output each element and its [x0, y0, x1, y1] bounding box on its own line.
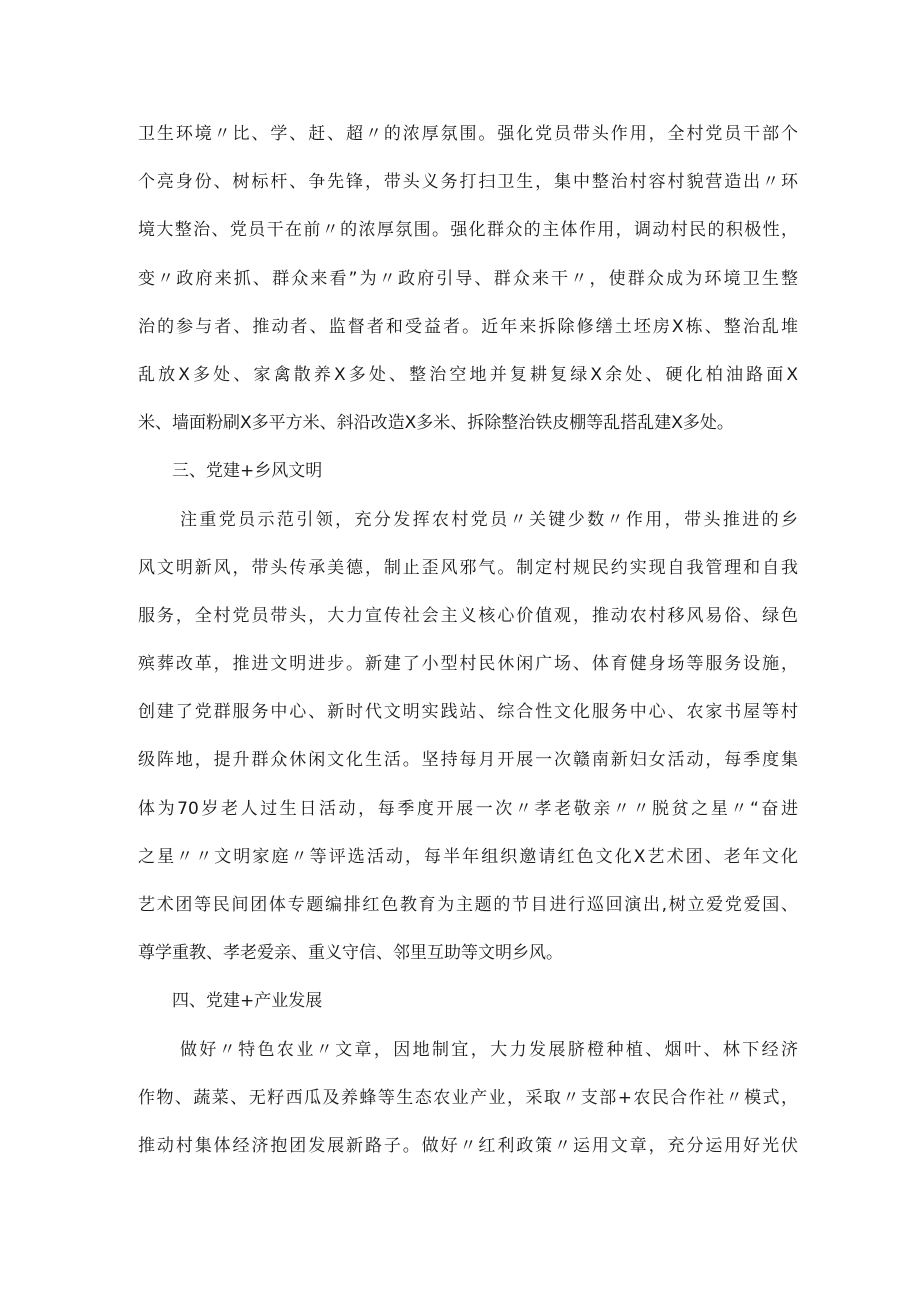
- paragraph-civility: [138, 496, 798, 978]
- text-line: 级阵地，提升群众休闲文化生活。坚持每月开展一次赣南新妇女活动，每季度集: [138, 750, 798, 771]
- text-line: 米、墙面粉刷X多平方米、斜沿改造X多米、拆除整治铁皮棚等乱搭乱建X多处。: [138, 413, 734, 434]
- section-heading-industry: [138, 977, 798, 1025]
- text-line: 推动村集体经济抱团发展新路子。做好〃红利政策〃运用文章，充分运用好光伏: [138, 1135, 798, 1156]
- text-line: 注重党员示范引领，充分发挥农村党员〃关键少数〃作用，带头推进的乡: [180, 509, 798, 530]
- text-line: 体为70岁老人过生日活动，每季度开展一次〃孝老敬亲〃〃脱贫之星〃“奋进: [138, 798, 798, 819]
- text-line: 做好〃特色农业〃文章，因地制宜，大力发展脐橙种植、烟叶、林下经济: [180, 1039, 798, 1060]
- text-line: 个亮身份、树标杆、争先锋，带头义务打扫卫生，集中整治村容村貌营造出〃环: [138, 172, 798, 193]
- text-line: 服务，全村党员带头，大力宣传社会主义核心价值观，推动农村移风易俗、绿色: [138, 605, 798, 626]
- text-line: 之星〃〃文明家庭〃等评选活动，每半年组织邀请红色文化X艺术团、老年文化: [138, 846, 798, 867]
- text-line: 尊学重教、孝老爱亲、重义守信、邻里互助等文明乡风。: [138, 943, 563, 964]
- paragraph-industry: [138, 1026, 798, 1171]
- text-line: 境大整治、党员干在前〃的浓厚氛围。强化群众的主体作用，调动村民的积极性，: [138, 220, 798, 241]
- text-line: 艺术团等民间团体专题编排红色教育为主题的节目进行巡回演出,树立爱党爱国、: [138, 895, 798, 915]
- section-heading: 三、党建+乡风文明: [172, 461, 323, 482]
- text-line: 风文明新风，带头传承美德，制止歪风邪气。制定村规民约实现自我管理和自我: [138, 557, 798, 578]
- section-heading-civility: [138, 447, 798, 495]
- text-line: 卫生环境〃比、学、赶、超〃的浓厚氛围。强化党员带头作用，全村党员干部个: [138, 124, 798, 144]
- document-body: [138, 110, 798, 1170]
- paragraph-environment: [138, 110, 798, 447]
- text-line: 治的参与者、推动者、监督者和受益者。近年来拆除修缮土坯房X栋、整治乱堆: [138, 316, 798, 337]
- text-line: 作物、蔬菜、无籽西瓜及养蜂等生态农业产业，采取〃支部+农民合作社〃模式，: [138, 1087, 798, 1108]
- text-line: 创建了党群服务中心、新时代文明实践站、综合性文化服务中心、农家书屋等村: [138, 702, 798, 723]
- text-line: 殡葬改革，推进文明进步。新建了小型村民休闲广场、体育健身场等服务设施，: [138, 654, 798, 675]
- text-line: 乱放X多处、家禽散养X多处、整治空地并复耕复绿X余处、硬化柏油路面X: [138, 364, 798, 385]
- text-line: 变〃政府来抓、群众来看”为〃政府引导、群众来干〃，使群众成为环境卫生整: [138, 268, 798, 289]
- section-heading: 四、党建+产业发展: [172, 991, 323, 1012]
